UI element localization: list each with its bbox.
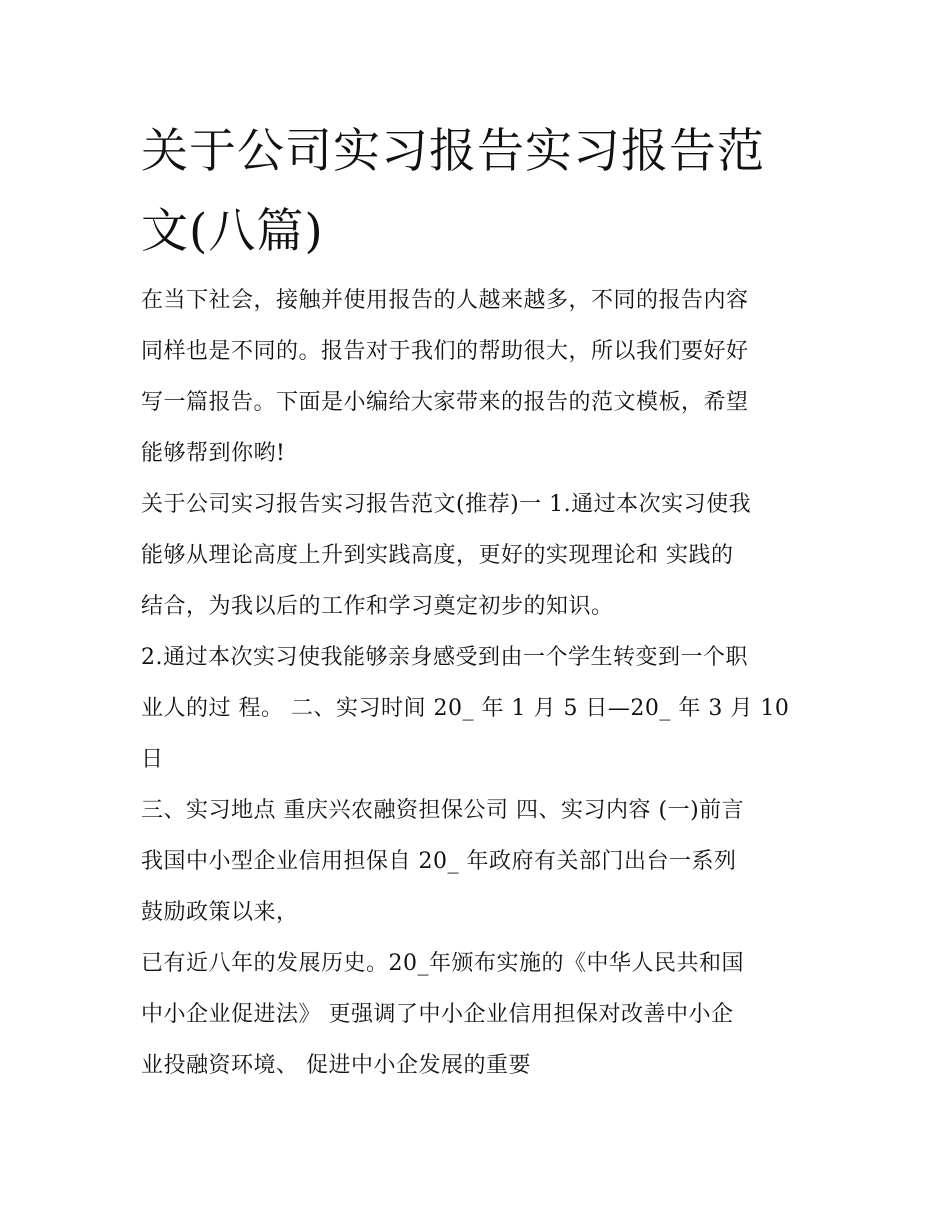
paragraph-purpose-two (141, 632, 821, 785)
text-line: 能够从理论高度上升到实践高度，更好的实现理论和 实践的 (141, 543, 734, 568)
text-line: 三、实习地点 重庆兴农融资担保公司 四、实习内容 (一)前言 (141, 798, 745, 823)
text-line: 业投融资环境、 促进中小企发展的重要 (141, 1053, 531, 1078)
text-line: 关于公司实习报告实习报告范文(推荐)一 1.通过本次实习使我 (141, 492, 752, 517)
text-line: 2.通过本次实习使我能够亲身感受到由一个学生转变到一个职 (141, 645, 748, 670)
text-line: 在当下社会，接触并使用报告的人越来越多，不同的报告内容 (141, 288, 749, 313)
text-line: 中小企业促进法》 更强调了中小企业信用担保对改善中小企 (141, 1002, 734, 1027)
text-line: 鼓励政策以来， (141, 900, 299, 925)
document-title (141, 112, 821, 272)
paragraph-history (141, 938, 821, 1091)
text-line: 结合，为我以后的工作和学习奠定初步的知识。 (141, 594, 614, 619)
text-line: 写一篇报告。下面是小编给大家带来的报告的范文模板，希望 (141, 390, 749, 415)
text-line: 业人的过 程。 二、实习时间 20_ 年 1 月 5 日—20_ 年 3 月 10 (141, 696, 790, 721)
title-line: 关于公司实习报告实习报告范 (141, 124, 765, 179)
document-body (141, 275, 821, 1091)
paragraph-section-one (141, 479, 821, 632)
text-line: 同样也是不同的。报告对于我们的帮助很大，所以我们要好好 (141, 339, 749, 364)
paragraph-intro (141, 275, 821, 479)
text-line: 日 (141, 747, 164, 772)
text-line: 能够帮到你哟! (141, 441, 286, 466)
paragraph-location-content (141, 785, 821, 938)
title-line: 文(八篇) (141, 204, 324, 259)
text-line: 我国中小型企业信用担保自 20_ 年政府有关部门出台一系列 (141, 849, 737, 874)
text-line: 已有近八年的发展历史。20_年颁布实施的《中华人民共和国 (141, 951, 744, 976)
